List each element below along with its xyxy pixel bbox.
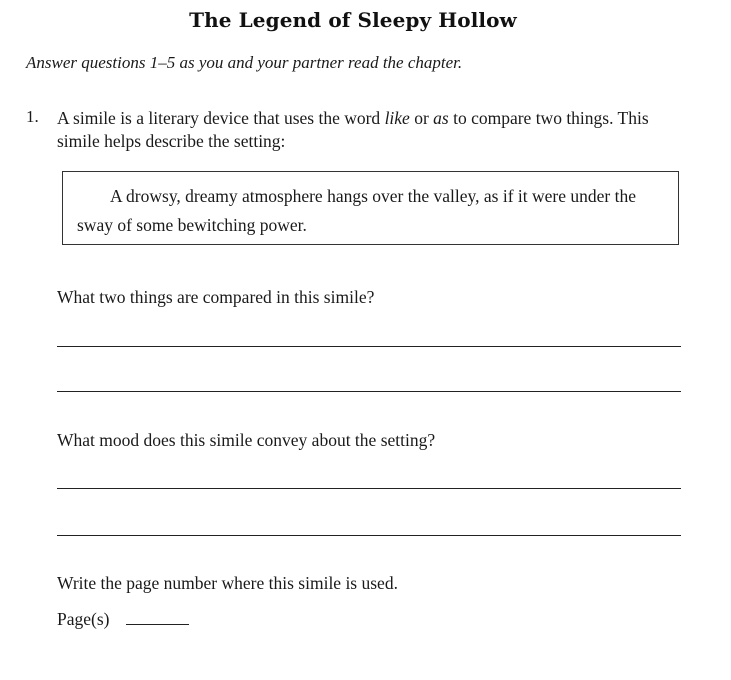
question-number: 1. (26, 107, 39, 126)
prompt-compared-things: What two things are compared in this simile? (57, 287, 375, 307)
quote-line-2: sway of some bewitching power. (77, 215, 307, 235)
prompt-mood: What mood does this simile convey about the setting? (57, 430, 436, 450)
instructions-text: Answer questions 1–5 as you and your partner read the chapter. (26, 53, 463, 72)
simile-quote-box (62, 171, 679, 245)
page-number-blank[interactable] (126, 624, 189, 625)
prompt-page-number: Write the page number where this simile is used. (57, 573, 398, 593)
answer-line-1[interactable] (57, 346, 681, 347)
question-text-part1: A simile is a literary device that uses the word (57, 108, 385, 128)
answer-line-4[interactable] (57, 535, 681, 536)
quote-line-1: A drowsy, dreamy atmosphere hangs over the valley, as if it were under the (110, 186, 636, 206)
question-text-part3: to compare two things. This simile helps describe the setting: (57, 108, 649, 151)
word-like: like (384, 108, 410, 128)
page-label: Page(s) (57, 609, 110, 629)
answer-line-3[interactable] (57, 488, 681, 489)
document-title: The Legend of Sleepy Hollow (189, 8, 517, 32)
question-text (57, 107, 682, 153)
answer-line-2[interactable] (57, 391, 681, 392)
word-as: as (433, 108, 449, 128)
question-text-part2: or (409, 108, 434, 128)
